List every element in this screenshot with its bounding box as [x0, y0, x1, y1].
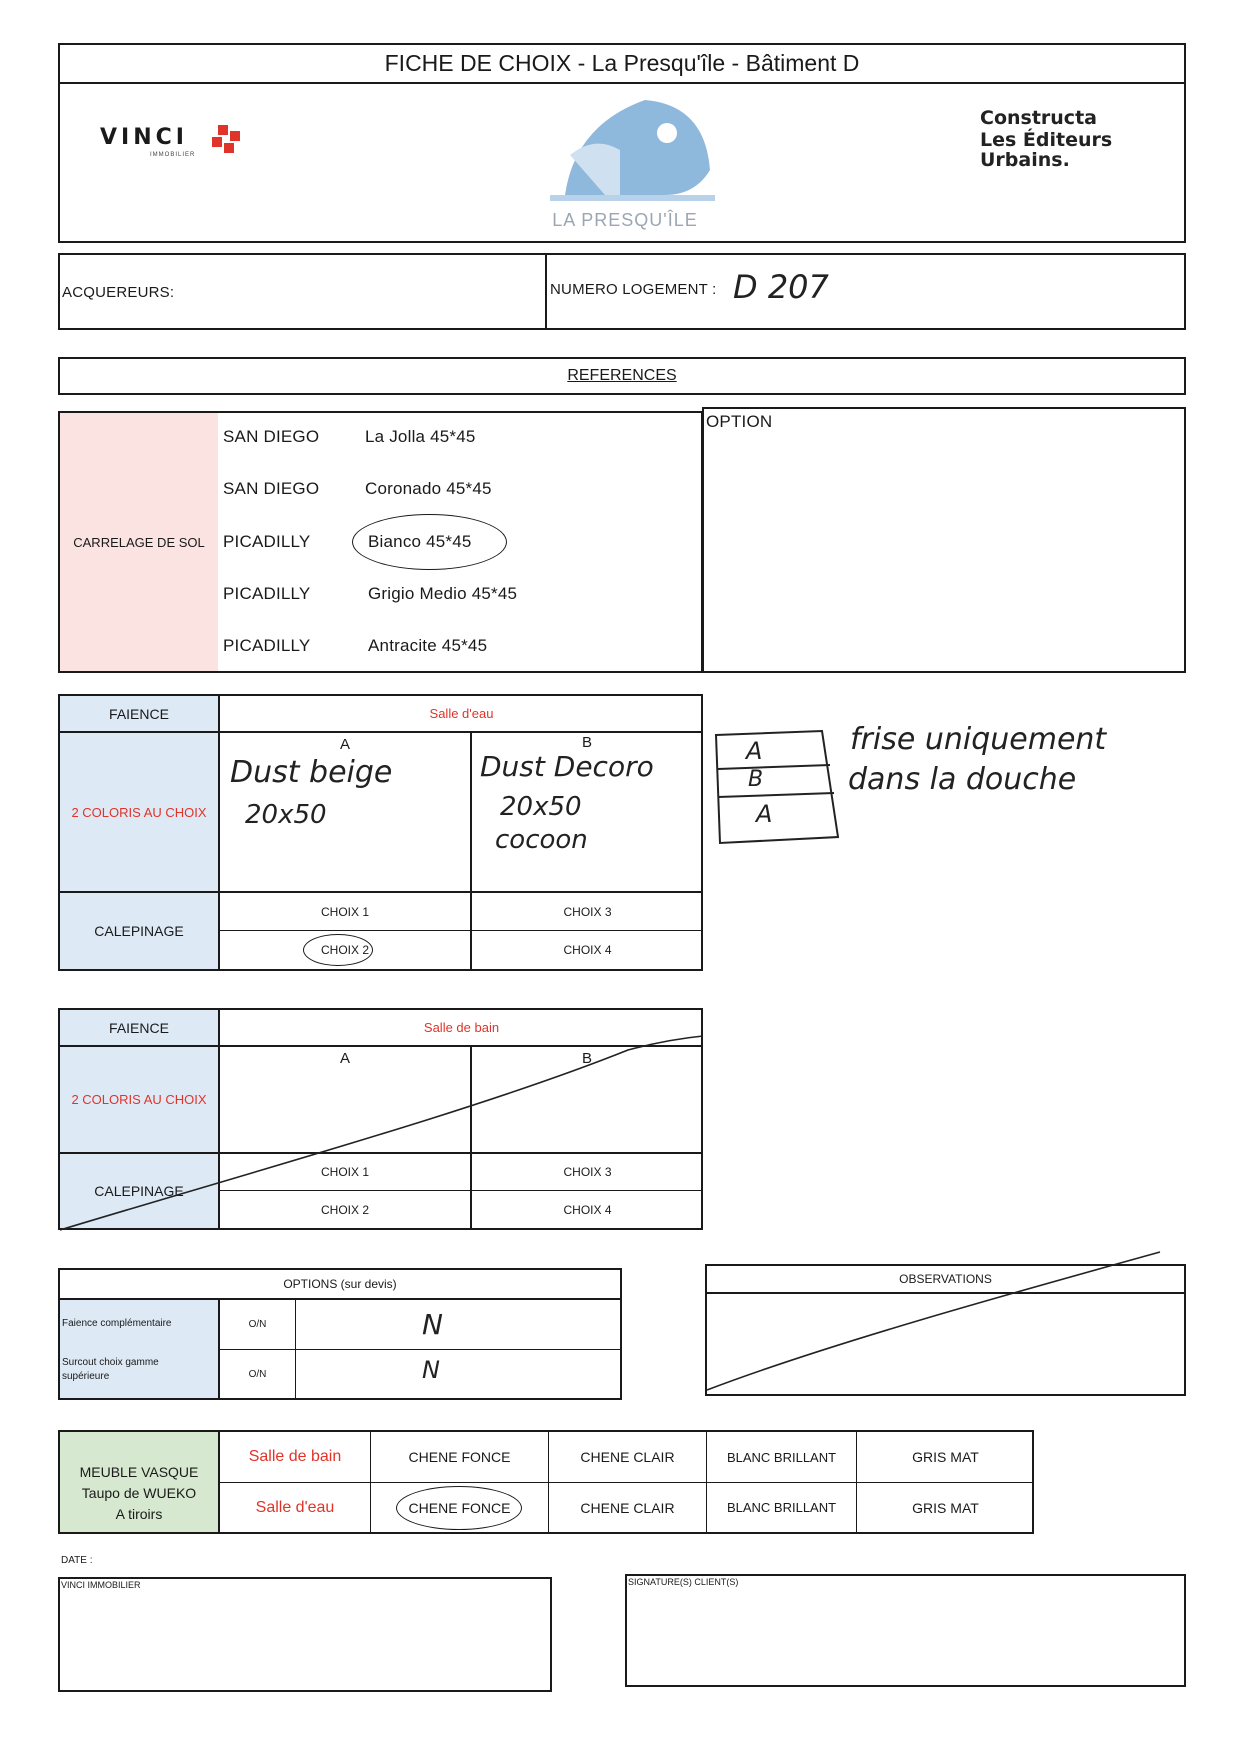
meuble-row2-opt3: BLANC BRILLANT	[726, 1500, 837, 1515]
vinci-signature-box	[58, 1577, 552, 1692]
faience-bain-room: Salle de bain	[423, 1020, 500, 1035]
options-row2-on: O/N	[248, 1368, 267, 1380]
meuble-row2-opt1: CHENE FONCE	[408, 1499, 511, 1516]
faience-bain-choix-4: CHOIX 4	[563, 1202, 612, 1217]
frise-sketch-top: A	[746, 737, 763, 765]
frise-sketch-middle: B	[748, 767, 764, 792]
options-title: OPTIONS (sur devis)	[283, 1277, 397, 1291]
option-label: OPTION	[706, 412, 773, 431]
options-row1-on: O/N	[248, 1319, 267, 1330]
meuble-row2-room: Salle d'eau	[255, 1498, 335, 1516]
faience-eau-hw-a-line1: Dust beige	[230, 755, 393, 790]
carrelage-brand-4: PICADILLY	[223, 584, 311, 603]
options-row2-value: N	[422, 1356, 440, 1384]
constructa-logo-line3: Urbains.	[980, 149, 1070, 171]
faience-bain-choix-2: CHOIX 2	[320, 1202, 369, 1217]
options-vdiv-2	[295, 1298, 296, 1400]
faience-bain-col-a: A	[340, 1050, 351, 1067]
meuble-row1-room: Salle de bain	[248, 1448, 342, 1465]
meuble-row1-opt4: GRIS MAT	[912, 1449, 979, 1465]
carrelage-model-5: Antracite 45*45	[368, 636, 488, 655]
option-frame	[702, 407, 1186, 673]
carrelage-brand-5: PICADILLY	[223, 636, 311, 655]
frise-sketch	[712, 725, 842, 845]
logement-value: D 207	[733, 268, 829, 306]
meuble-row1-opt2: CHENE CLAIR	[580, 1449, 675, 1465]
acquereurs-label: ACQUEREURS:	[62, 284, 175, 301]
faience-eau-choix-3: CHOIX 3	[563, 904, 612, 919]
meuble-label	[60, 1462, 218, 1525]
carrelage-model-4: Grigio Medio 45*45	[368, 584, 518, 603]
faience-eau-hw-a-line2: 20x50	[245, 800, 327, 830]
logement-label: NUMERO LOGEMENT :	[550, 281, 717, 298]
references-title: REFERENCES	[567, 367, 677, 384]
faience-eau-label: FAIENCE	[109, 705, 169, 722]
faience-bain-calepinage-label: CALEPINAGE	[94, 1183, 184, 1199]
meuble-row2-opt2: CHENE CLAIR	[580, 1499, 675, 1516]
meuble-label-line2: Taupo de WUEKO	[81, 1485, 197, 1501]
faience-eau-calepinage-label: CALEPINAGE	[94, 923, 184, 939]
faience-bain-choix-3: CHOIX 3	[563, 1165, 612, 1179]
meuble-label-line3: A tiroirs	[115, 1506, 163, 1522]
carrelage-model-1: La Jolla 45*45	[365, 427, 476, 446]
faience-eau-choix-2: CHOIX 2	[320, 943, 369, 957]
options-row1-label: Faience complémentaire	[62, 1318, 172, 1329]
faience-eau-choix-4: CHOIX 4	[563, 943, 612, 957]
presquile-logo-mark	[545, 95, 725, 205]
faience-eau-hw-b-line2: 20x50	[500, 792, 582, 822]
client-divider	[545, 253, 547, 330]
observations-strike-line	[705, 1250, 1175, 1395]
page-title: FICHE DE CHOIX - La Presqu'île - Bâtiment D	[384, 50, 860, 76]
meuble-label-line1: MEUBLE VASQUE	[79, 1464, 199, 1480]
faience-eau-col-a: A	[340, 736, 351, 753]
header-divider	[58, 82, 1186, 84]
faience-bain-col-b: B	[582, 1050, 593, 1067]
client-signature-label: SIGNATURE(S) CLIENT(S)	[628, 1577, 739, 1587]
meuble-row2-opt4: GRIS MAT	[912, 1499, 979, 1516]
faience-bain-coloris-label: 2 COLORIS AU CHOIX	[71, 1092, 207, 1107]
vinci-logo-mark	[208, 125, 248, 159]
client-signature-box	[625, 1574, 1186, 1687]
carrelage-selection-circle	[352, 514, 507, 570]
carrelage-brand-1: SAN DIEGO	[223, 427, 320, 446]
vinci-logo	[100, 125, 260, 165]
frise-note-line2: dans la douche	[848, 762, 1077, 797]
frise-sketch-bottom: A	[756, 800, 773, 828]
faience-bain-choix-1: CHOIX 1	[320, 1165, 369, 1179]
presquile-logo	[545, 95, 725, 235]
constructa-logo-line2: Les Éditeurs	[980, 129, 1113, 151]
vinci-signature-label: VINCI IMMOBILIER	[61, 1580, 141, 1590]
vinci-logo-text: VINCI	[100, 125, 188, 150]
faience-eau-choix-1: CHOIX 1	[320, 904, 369, 919]
carrelage-brand-3: PICADILLY	[223, 532, 311, 551]
constructa-logo	[980, 106, 1160, 186]
observations-title: OBSERVATIONS	[899, 1272, 992, 1286]
options-row1-value: N	[422, 1308, 443, 1341]
carrelage-label: CARRELAGE DE SOL	[73, 534, 205, 550]
carrelage-model-2: Coronado 45*45	[365, 479, 492, 498]
meuble-row2-selection-circle	[396, 1486, 522, 1530]
faience-eau-choix-2-circle	[303, 934, 373, 966]
vinci-logo-subtext: IMMOBILIER	[150, 152, 196, 158]
faience-eau-room: Salle d'eau	[429, 706, 494, 721]
options-row2-label: Surcout choix gamme supérieure	[62, 1357, 159, 1382]
faience-bain-label: FAIENCE	[109, 1019, 169, 1036]
meuble-row1-opt3: BLANC BRILLANT	[726, 1449, 837, 1465]
constructa-logo-line1: Constructa	[980, 107, 1097, 129]
date-label: DATE :	[61, 1555, 93, 1566]
meuble-row1-opt1: CHENE FONCE	[408, 1449, 511, 1465]
faience-eau-col-b: B	[582, 734, 593, 751]
faience-eau-hw-b-line1: Dust Decoro	[480, 750, 654, 783]
carrelage-model-3: Bianco 45*45	[368, 532, 472, 551]
faience-eau-coloris-label: 2 COLORIS AU CHOIX	[71, 804, 207, 820]
faience-bain-strike-line	[58, 1030, 708, 1235]
carrelage-brand-2: SAN DIEGO	[223, 479, 320, 498]
frise-note-line1: frise uniquement	[850, 722, 1107, 757]
presquile-logo-caption: LA PRESQU'ÎLE	[552, 210, 698, 230]
faience-eau-hw-b-line3: cocoon	[495, 825, 588, 855]
